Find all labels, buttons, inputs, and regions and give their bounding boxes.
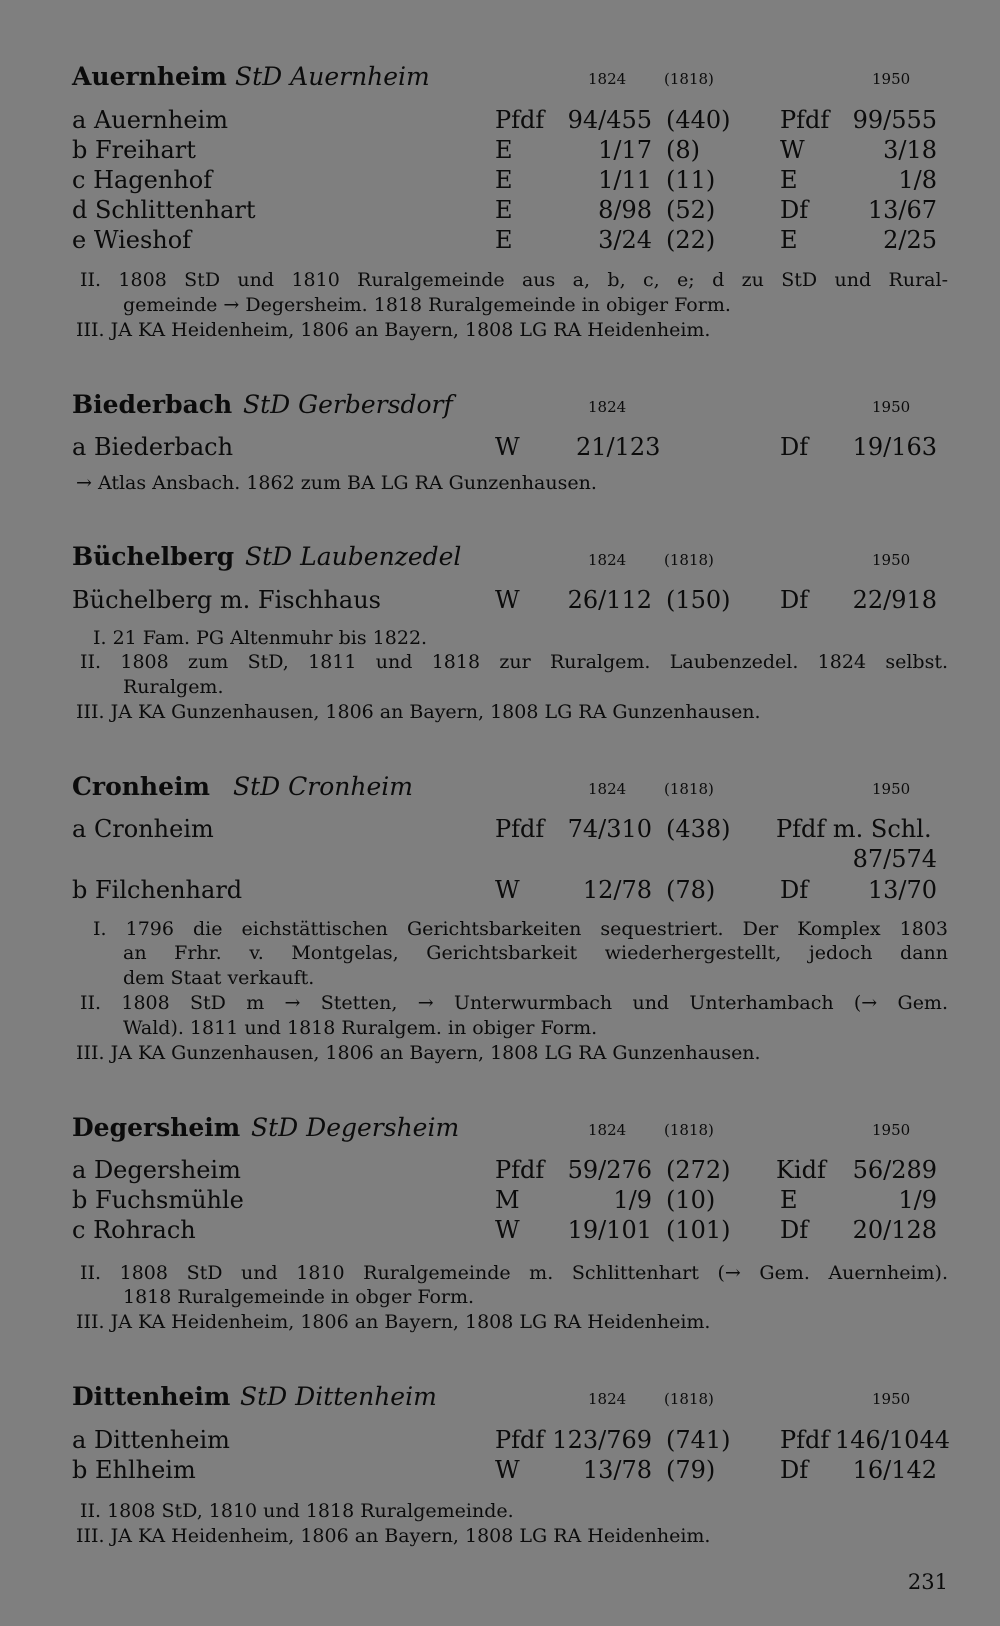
row-label: a Auernheim	[72, 106, 228, 134]
row-value-1824: 123/769	[552, 1426, 652, 1454]
row-label: a Cronheim	[72, 815, 214, 843]
row-type-1824: Pfdf	[495, 815, 545, 843]
row-value-1818: (22)	[666, 226, 716, 254]
entry-note: Ruralgem.	[123, 676, 224, 698]
row-type-1950: Df	[780, 586, 809, 614]
year-1824: 1824	[588, 70, 627, 88]
row-label: a Degersheim	[72, 1156, 241, 1184]
row-value-1950: 2/25	[883, 226, 937, 254]
entry-note: II. 1808 StD und 1810 Ruralgemeinde aus a, b, c, e; d zu StD und Rural-	[80, 269, 948, 291]
entry-title: Büchelberg	[72, 542, 235, 571]
entry-note: I. 1796 die eichstättischen Gerichtsbarkeiten sequestriert. Der Komplex 1803	[93, 918, 948, 940]
row-type-1950: Kidf	[776, 1156, 826, 1184]
entry-note: gemeinde → Degersheim. 1818 Ruralgemeinde in obiger Form.	[123, 294, 731, 316]
row-type-1824: Pfdf	[495, 1156, 545, 1184]
entry-note: → Atlas Ansbach. 1862 zum BA LG RA Gunzenhausen.	[76, 472, 597, 494]
row-label: b Filchenhard	[72, 876, 243, 904]
entry-note: III. JA KA Gunzenhausen, 1806 an Bayern, 1808 LG RA Gunzenhausen.	[76, 1042, 761, 1064]
row-value-1818: (440)	[666, 106, 731, 134]
row-value-1818: (272)	[666, 1156, 731, 1184]
row-type-1824: W	[495, 586, 520, 614]
row-value-1824: 1/17	[598, 136, 652, 164]
row-type-1950: W	[780, 136, 805, 164]
year-1818: (1818)	[664, 70, 714, 88]
row-value-1818: (438)	[666, 815, 731, 843]
entry-title: Auernheim	[72, 62, 227, 91]
entry-steuerdistrikt: StD Gerbersdorf	[243, 390, 453, 419]
year-1824: 1824	[588, 398, 627, 416]
row-value-1950: 13/70	[867, 876, 937, 904]
row-label: c Rohrach	[72, 1216, 196, 1244]
year-1950: 1950	[872, 551, 911, 569]
entry-note: II. 1808 zum StD, 1811 und 1818 zur Ruralgem. Laubenzedel. 1824 selbst.	[80, 651, 948, 673]
row-type-1950: E	[780, 226, 798, 254]
row-label: b Fuchsmühle	[72, 1186, 244, 1214]
year-1950: 1950	[872, 398, 911, 416]
row-value-1824: 59/276	[567, 1156, 652, 1184]
row-type-1950: Pfdf	[780, 1426, 830, 1454]
year-1950: 1950	[872, 1121, 911, 1139]
row-label: c Hagenhof	[72, 166, 213, 194]
row-value-1818: (52)	[666, 196, 716, 224]
row-type-1950: Df	[780, 1456, 809, 1484]
row-label: d Schlittenhart	[72, 196, 256, 224]
year-1950: 1950	[872, 70, 911, 88]
row-type-1824: E	[495, 166, 513, 194]
row-label: a Biederbach	[72, 433, 234, 461]
entry-note: III. JA KA Heidenheim, 1806 an Bayern, 1808 LG RA Heidenheim.	[76, 1525, 711, 1547]
row-label: e Wieshof	[72, 226, 192, 254]
row-type-1950: Df	[780, 433, 809, 461]
entry-note: Wald). 1811 und 1818 Ruralgem. in obiger Form.	[123, 1017, 598, 1039]
entry-note: III. JA KA Gunzenhausen, 1806 an Bayern, 1808 LG RA Gunzenhausen.	[76, 701, 761, 723]
row-value-1818: (78)	[666, 876, 716, 904]
row-type-1824: W	[495, 433, 520, 461]
row-value-1824: 21/123	[576, 433, 661, 461]
row-value-1824: 13/78	[582, 1456, 652, 1484]
row-value-1824: 3/24	[598, 226, 652, 254]
row-type-1950: E	[780, 166, 798, 194]
entry-note: an Frhr. v. Montgelas, Gerichtsbarkeit wiederhergestellt, jedoch dann	[123, 942, 948, 964]
row-value-1824: 1/11	[598, 166, 652, 194]
entry-note: I. 21 Fam. PG Altenmuhr bis 1822.	[93, 627, 428, 649]
row-value-1818: (10)	[666, 1186, 716, 1214]
row-value-1950: 20/128	[852, 1216, 937, 1244]
entry-note: dem Staat verkauft.	[123, 967, 315, 989]
year-1950: 1950	[872, 1390, 911, 1408]
row-type-1824: Pfdf	[495, 106, 545, 134]
row-value-1950: 19/163	[852, 433, 937, 461]
row-value-1950: 146/1044	[835, 1426, 950, 1454]
year-1824: 1824	[588, 780, 627, 798]
row-value-1818: (11)	[666, 166, 716, 194]
row-value-1950: 13/67	[867, 196, 937, 224]
year-1950: 1950	[872, 780, 911, 798]
entry-note: II. 1808 StD, 1810 und 1818 Ruralgemeinde.	[80, 1500, 514, 1522]
year-1818: (1818)	[664, 1390, 714, 1408]
row-type-1824: M	[495, 1186, 520, 1214]
row-value-1950: 3/18	[883, 136, 937, 164]
year-1818: (1818)	[664, 780, 714, 798]
year-1824: 1824	[588, 1390, 627, 1408]
entry-steuerdistrikt: StD Dittenheim	[240, 1382, 437, 1411]
row-type-1824: E	[495, 226, 513, 254]
row-value-1950: 1/8	[898, 166, 937, 194]
row-value-1824: 26/112	[567, 586, 652, 614]
row-value-1818: (150)	[666, 586, 731, 614]
row-value-1824: 94/455	[567, 106, 652, 134]
row-value-1824: 19/101	[567, 1216, 652, 1244]
entry-note: III. JA KA Heidenheim, 1806 an Bayern, 1808 LG RA Heidenheim.	[76, 319, 711, 341]
row-value-1950: 99/555	[852, 106, 937, 134]
row-type-1824: E	[495, 136, 513, 164]
row-value-1824: 74/310	[567, 815, 652, 843]
year-1818: (1818)	[664, 1121, 714, 1139]
row-value-1950: 56/289	[852, 1156, 937, 1184]
row-label: b Ehlheim	[72, 1456, 196, 1484]
row-value-1818: (101)	[666, 1216, 731, 1244]
entry-title: Cronheim	[72, 772, 210, 801]
entry-title: Biederbach	[72, 390, 233, 419]
row-value-1950: 1/9	[898, 1186, 937, 1214]
entry-note: II. 1808 StD und 1810 Ruralgemeinde m. Schlittenhart (→ Gem. Auernheim).	[80, 1262, 948, 1284]
row-value-1824: 8/98	[598, 196, 652, 224]
row-type-1950: E	[780, 1186, 798, 1214]
row-label: b Freihart	[72, 136, 196, 164]
row-value-1818: (8)	[666, 136, 700, 164]
entry-steuerdistrikt: StD Laubenzedel	[245, 542, 462, 571]
row-value-1824: 12/78	[582, 876, 652, 904]
year-1824: 1824	[588, 551, 627, 569]
row-type-1950: Pfdf	[780, 106, 830, 134]
row-label: Büchelberg m. Fischhaus	[72, 586, 381, 614]
entry-title: Degersheim	[72, 1113, 241, 1142]
row-type-1824: W	[495, 1216, 520, 1244]
row-value-1950: 22/918	[852, 586, 937, 614]
row-type-1950: Df	[780, 876, 809, 904]
entry-steuerdistrikt: StD Cronheim	[233, 772, 413, 801]
row-type-1824: E	[495, 196, 513, 224]
row-type-1824: W	[495, 1456, 520, 1484]
year-1824: 1824	[588, 1121, 627, 1139]
year-1818: (1818)	[664, 551, 714, 569]
row-label: a Dittenheim	[72, 1426, 230, 1454]
row-value-1950: 87/574	[852, 845, 937, 873]
row-type-1950: Df	[780, 196, 809, 224]
row-type-1950: Df	[780, 1216, 809, 1244]
row-value-1824: 1/9	[613, 1186, 652, 1214]
entry-steuerdistrikt: StD Auernheim	[235, 62, 430, 91]
entry-title: Dittenheim	[72, 1382, 231, 1411]
row-value-1818: (79)	[666, 1456, 716, 1484]
entry-note: II. 1808 StD m → Stetten, → Unterwurmbach und Unterhambach (→ Gem.	[80, 992, 948, 1014]
row-type-1824: Pfdf	[495, 1426, 545, 1454]
entry-note: 1818 Ruralgemeinde in obger Form.	[123, 1286, 475, 1308]
entry-steuerdistrikt: StD Degersheim	[251, 1113, 460, 1142]
row-type-1950: Pfdf m. Schl.	[776, 815, 932, 843]
row-value-1818: (741)	[666, 1426, 731, 1454]
row-value-1950: 16/142	[852, 1456, 937, 1484]
entry-note: III. JA KA Heidenheim, 1806 an Bayern, 1808 LG RA Heidenheim.	[76, 1311, 711, 1333]
row-type-1824: W	[495, 876, 520, 904]
page-number: 231	[907, 1570, 948, 1594]
